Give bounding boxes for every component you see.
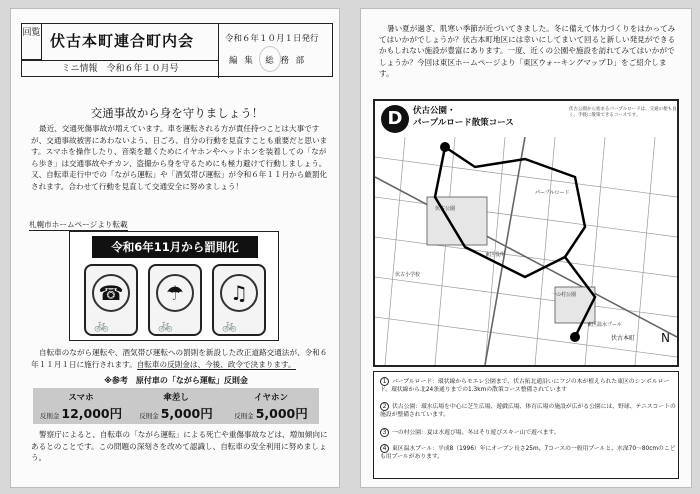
newsletter-page-right xyxy=(360,8,692,488)
article-paragraph-3: 警察庁によると、自転車の「ながら運転」による死亡や重傷事故などは、増加傾向にあるとのことです。この問題の深刻さを改めて認識し、自転車の安全利用に努めましょう。 xyxy=(31,430,328,462)
fine-panel xyxy=(33,388,319,424)
legend-text: 一の村公園：夏は水遊び場、冬はそり遊びスキー山で遊べます。 xyxy=(392,430,560,436)
map-label: 一の村公園 xyxy=(551,292,577,298)
issue-subtitle: ミニ情報 令和６年１０月号 xyxy=(22,60,218,78)
legend-item xyxy=(380,377,676,394)
penalty-illustration xyxy=(69,231,279,341)
walking-intro: 暑い夏が過ぎ、肌寒い季節が近づいてきました。冬に備えて体力づくりをはかってみてはいかがでしょうか？伏古本町地区には幸いにしてまいて回ると新しい発見ができるかもしれない施設が豊富にあります。一度、近くの公園や施設を訪れてみてはいかがでしょうか？今回は東区ホームページより「東区ウォーキングマップＤ」をご紹介します。 xyxy=(379,24,676,78)
legend-item xyxy=(380,428,676,437)
bicycle-icon: 🚲 xyxy=(94,318,109,332)
publisher-block xyxy=(218,24,334,78)
map-label: パープルロード xyxy=(535,190,570,196)
legend-number: 1 xyxy=(380,377,389,386)
fine-label: イヤホン xyxy=(253,393,288,403)
fine-decree-note: 自転車の反則金は、今後、政令で決まります。 xyxy=(136,359,296,369)
newsletter-page-left xyxy=(10,8,340,488)
article-title: 交通事故から身を守りましょう！ xyxy=(90,106,264,120)
legend-item xyxy=(380,402,676,419)
course-letter-badge: D xyxy=(381,105,409,133)
fine-label: 傘差し xyxy=(163,393,189,403)
fine-heading: ※参考 原付車の「ながら運転」反則金 xyxy=(104,376,248,385)
bicycle-icon: 🚲 xyxy=(222,318,237,332)
newsletter-title: 伏古本町連合町内会 xyxy=(50,32,195,50)
bicycle-icon: 🚲 xyxy=(158,318,173,332)
map-title-line-2: パープルロード散策コース xyxy=(413,118,514,128)
fine-item xyxy=(35,391,127,422)
fine-prefix: 反則金 xyxy=(139,412,159,420)
earphone-cyclist-illustration xyxy=(212,264,266,336)
article-paragraph-2 xyxy=(31,347,331,370)
fine-item xyxy=(225,391,317,422)
legend-text: パープルロード：環状線からモエレ公園まで、伏古拓北通沿いにフジの木が植えられた東区のシンボルロード。環状線から北24条通りまでの1.3kmの散策コース整備されています xyxy=(380,379,670,393)
map-label: 伏古公園 xyxy=(435,206,456,212)
issue-date: 令和６年１０月１日発行 xyxy=(225,34,319,44)
legend-number: 3 xyxy=(380,428,389,437)
fine-label: スマホ xyxy=(68,393,94,403)
circular-label: 回覧 xyxy=(22,24,42,60)
source-note: 札幌市ホームページより転載 xyxy=(29,220,128,229)
fine-amount: 5,000円 xyxy=(160,406,213,421)
legend-number: 2 xyxy=(380,402,389,411)
phone-cyclist-illustration xyxy=(84,264,138,336)
walking-map xyxy=(373,99,679,367)
map-title xyxy=(413,105,514,129)
umbrella-icon: ☂ xyxy=(156,274,194,312)
legend-text: 伏古公園：環水広場を中心に芝生広場、遊戯広場、体育広場の施設が広がる公園には、野球、テニスコートの施設が整備されています。 xyxy=(380,404,676,418)
compass-north-icon: N xyxy=(661,331,670,345)
law-text: 自転車のながら運転や、酒気帯び運転への罰則を新設した改正道路交通法が、令和６年１１月１日に施行されます。 xyxy=(31,348,328,369)
phone-icon: ☎ xyxy=(92,274,130,312)
legend-number: 4 xyxy=(380,444,389,453)
umbrella-cyclist-illustration xyxy=(148,264,202,336)
map-title-line-1: 伏古公園・ xyxy=(413,106,456,116)
legend-item xyxy=(380,444,676,461)
editor-dept: 編 集 総 務 部 xyxy=(229,56,307,66)
course-legend xyxy=(373,371,679,479)
map-drawing xyxy=(375,137,677,365)
headphones-icon: ♫ xyxy=(220,274,258,312)
fine-item xyxy=(130,391,222,422)
fine-prefix: 反則金 xyxy=(39,412,60,420)
article-paragraph-1: 最近、交通死傷事故が増えています。車を運転される方が責任持つことは大事ですが、交通事故被害にあわないよう、日ごろ、自分の行動を見直すことも重要だと思います。スマホを操作したり、音楽を聴くためにイヤホンやヘッドホンを装着しての「ながら歩き」は交通事故やチカン、盗撮から身を守るためにも極力避けて行動しましょう。又、自転車走行中での「ながら運転」や「酒気帯び運転」が令和６年１１月から厳罰化されます。合わせて行動を見直して交通安全に努めましょう！ xyxy=(31,124,328,191)
map-label: 東区温水プール xyxy=(587,322,622,328)
fine-amount: 12,000円 xyxy=(61,406,123,421)
map-note: 伏古公園から始まるパープルロードは、交通の便も良く、手軽に散策できるコースです。 xyxy=(569,107,677,118)
home-area-label: 伏古本町 xyxy=(611,335,636,342)
newsletter-header xyxy=(21,23,333,77)
map-label: 伏古小学校 xyxy=(395,272,421,278)
map-label: 東区役所 xyxy=(485,252,506,258)
penalty-banner: 令和6年11月から罰則化 xyxy=(92,236,258,258)
fine-amount: 5,000円 xyxy=(255,406,308,421)
fine-prefix: 反則金 xyxy=(234,412,254,420)
legend-text: 東区温水プール：平成8（1996）年にオープン長さ25m、7コースの一般用プールと、水深70〜80cmのこども用プールがあります。 xyxy=(380,446,676,460)
